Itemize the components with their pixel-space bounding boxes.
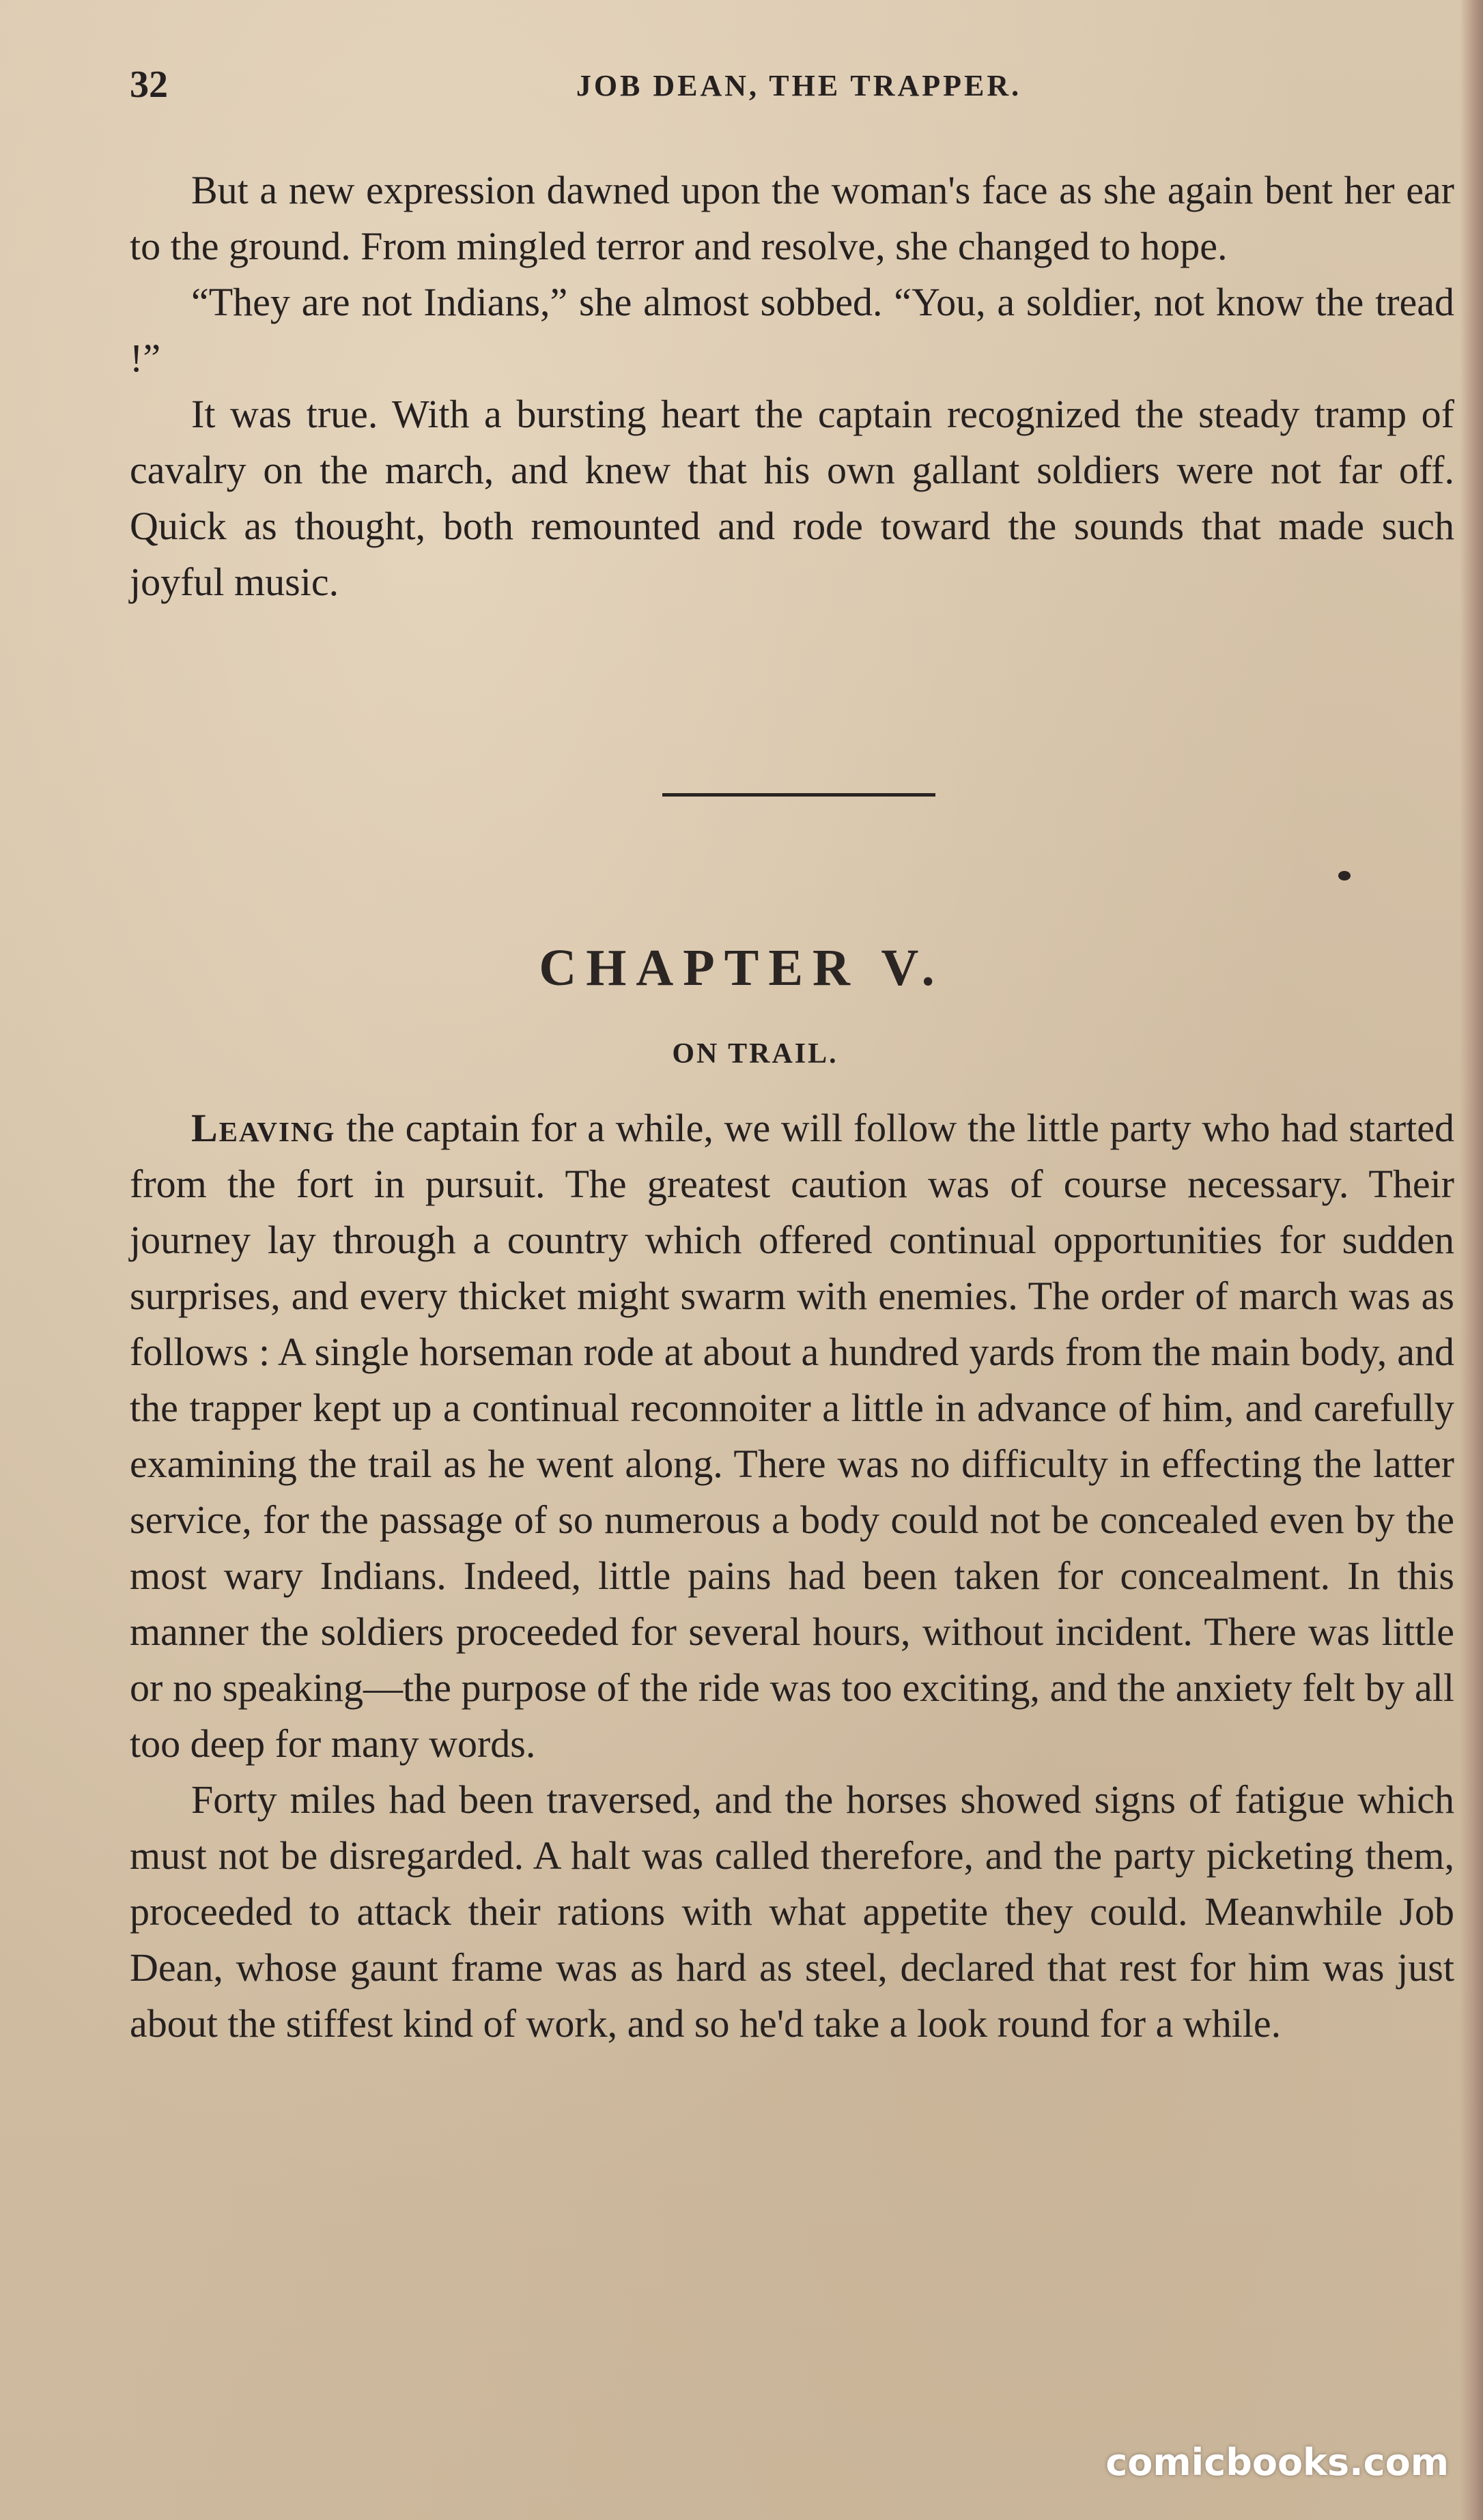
page-number: 32 xyxy=(130,63,168,106)
text-block-chapter xyxy=(130,1100,1454,2052)
page-edge-shadow xyxy=(1460,0,1483,2520)
ink-speck xyxy=(1338,871,1351,880)
paragraph-text: the captain for a while, we will follow the little party who had started from the fort in pursuit. The greatest caution was of course necessary. Their journey lay through a country which offered continual opportunities for sudden surprises, and every thicket might swarm with enemies. The order of march was as follows : A single horseman rode at about a hundred yards from the main body, and the trapper kept up a continual reconnoiter a little in advance of him, and carefully examining the trail as he went along. There was no difficulty in effecting the latter service, for the passage of so numerous a body could not be concealed even by the most wary Indians. Indeed, little pains had been taken for concealment. In this manner the soldiers proceeded for several hours, without incident. There was little or no speaking—the purpose of the ride was too exciting, and the anxiety felt by all too deep for many words. xyxy=(130,1106,1454,1766)
running-title: JOB DEAN, THE TRAPPER. xyxy=(576,69,1022,102)
paragraph: But a new expression dawned upon the woman's face as she again bent her ear to the ground. From mingled terror and resolve, she changed to hope. xyxy=(130,168,1454,268)
lead-word: Leaving xyxy=(191,1106,336,1150)
text-block-top xyxy=(130,162,1454,610)
section-divider xyxy=(662,793,935,797)
paragraph: “They are not Indians,” she almost sobbed. “You, a soldier, not know the tread !” xyxy=(130,280,1454,380)
chapter-title: CHAPTER V. xyxy=(539,939,944,997)
watermark: comicbooks.com xyxy=(1105,2441,1449,2484)
paragraph: It was true. With a bursting heart the captain recognized the steady tramp of cavalry on the march, and knew that his own gallant soldiers were not far off. Quick as thought, both remounted and rode toward the sounds that made such joyful music. xyxy=(130,392,1454,604)
running-head xyxy=(130,63,1441,111)
paragraph xyxy=(130,1100,1454,1772)
chapter-subtitle: ON TRAIL. xyxy=(672,1038,838,1070)
paragraph: Forty miles had been traversed, and the horses showed signs of fatigue which must not be disregarded. A halt was called therefore, and the party picketing them, proceeded to attack their rations with what appetite they could. Meanwhile Job Dean, whose gaunt frame was as hard as steel, declared that rest for him was just about the stiffest kind of work, and so he'd take a look round for a while. xyxy=(130,1777,1454,2046)
